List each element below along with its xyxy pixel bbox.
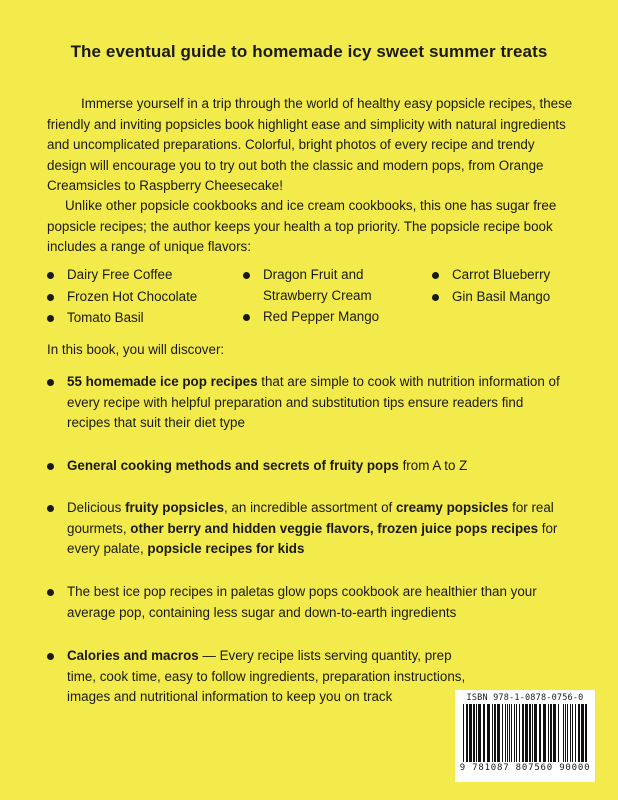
bullet-icon <box>432 272 439 279</box>
flavor-item: Dairy Free Coffee <box>47 265 242 286</box>
flavor-column-1 <box>47 265 242 330</box>
flavor-item: Tomato Basil <box>47 308 242 329</box>
isbn-number: ISBN 978-1-0878-0756-0 <box>466 693 584 703</box>
bullet-icon <box>47 653 54 660</box>
flavor-item: Gin Basil Mango <box>432 287 592 308</box>
flavor-item: Carrot Blueberry <box>432 265 592 286</box>
bullet-icon <box>47 272 54 279</box>
barcode-icon <box>463 704 589 762</box>
discover-intro: In this book, you will discover: <box>47 342 225 357</box>
feature-bullet-healthier: The best ice pop recipes in paletas glow pops cookbook are healthier than your average pop, containing less sugar and down-to-earth ingredients <box>47 582 567 623</box>
flavor-item: Dragon Fruit and Strawberry Cream <box>243 265 428 306</box>
flavor-column-2 <box>243 265 428 329</box>
flavor-item: Frozen Hot Chocolate <box>47 287 242 308</box>
intro-paragraph <box>47 94 577 197</box>
headline: The eventual guide to homemade icy sweet summer treats <box>70 42 548 61</box>
bullet-icon <box>243 272 250 279</box>
bullet-icon <box>47 294 54 301</box>
barcode-addon: 90000 <box>559 763 591 773</box>
bullet-icon <box>47 315 54 322</box>
unlike-paragraph <box>47 196 577 258</box>
bullet-icon <box>47 463 54 470</box>
feature-bullet-methods: General cooking methods and secrets of fruity pops from A to Z <box>47 456 567 477</box>
isbn-barcode <box>455 690 595 782</box>
bullet-icon <box>432 294 439 301</box>
flavor-column-3 <box>432 265 592 308</box>
feature-bullet-recipes: 55 homemade ice pop recipes that are simple to cook with nutrition information of every recipe with helpful preparation and substitution tips ensure readers find recipes that suit their diet type <box>47 372 567 434</box>
unlike-text: Unlike other popsicle cookbooks and ice cream cookbooks, this one has sugar free popsicle recipes; the author keeps your health a top priority. The popsicle recipe book includes a range of unique flavors: <box>47 198 557 254</box>
bullet-icon <box>47 589 54 596</box>
flavor-item: Red Pepper Mango <box>243 307 428 328</box>
bullet-icon <box>47 505 54 512</box>
bullet-icon <box>47 379 54 386</box>
feature-bullet-flavors: Delicious fruity popsicles, an incredible assortment of creamy popsicles for real gourmets, other berry and hidden veggie flavors, frozen juice pops recipes for every palate, popsicle recipes for kids <box>47 498 567 560</box>
intro-text: Immerse yourself in a trip through the world of healthy easy popsicle recipes, these friendly and inviting popsicles book highlight ease and simplicity with natural ingredients and uncomplicated preparations. Colorful, bright photos of every recipe and trendy design will encourage you to try out both the classic and modern pops, from Orange Creamsicles to Raspberry Cheesecake! <box>47 96 573 193</box>
bullet-icon <box>243 314 250 321</box>
barcode-digits: 9 781087 807560 90000 <box>459 763 591 773</box>
feature-bullet-calories: Calories and macros — Every recipe lists serving quantity, prep time, cook time, easy to follow ingredients, preparation instructions, images and nutritional information to keep you on track <box>47 646 467 708</box>
